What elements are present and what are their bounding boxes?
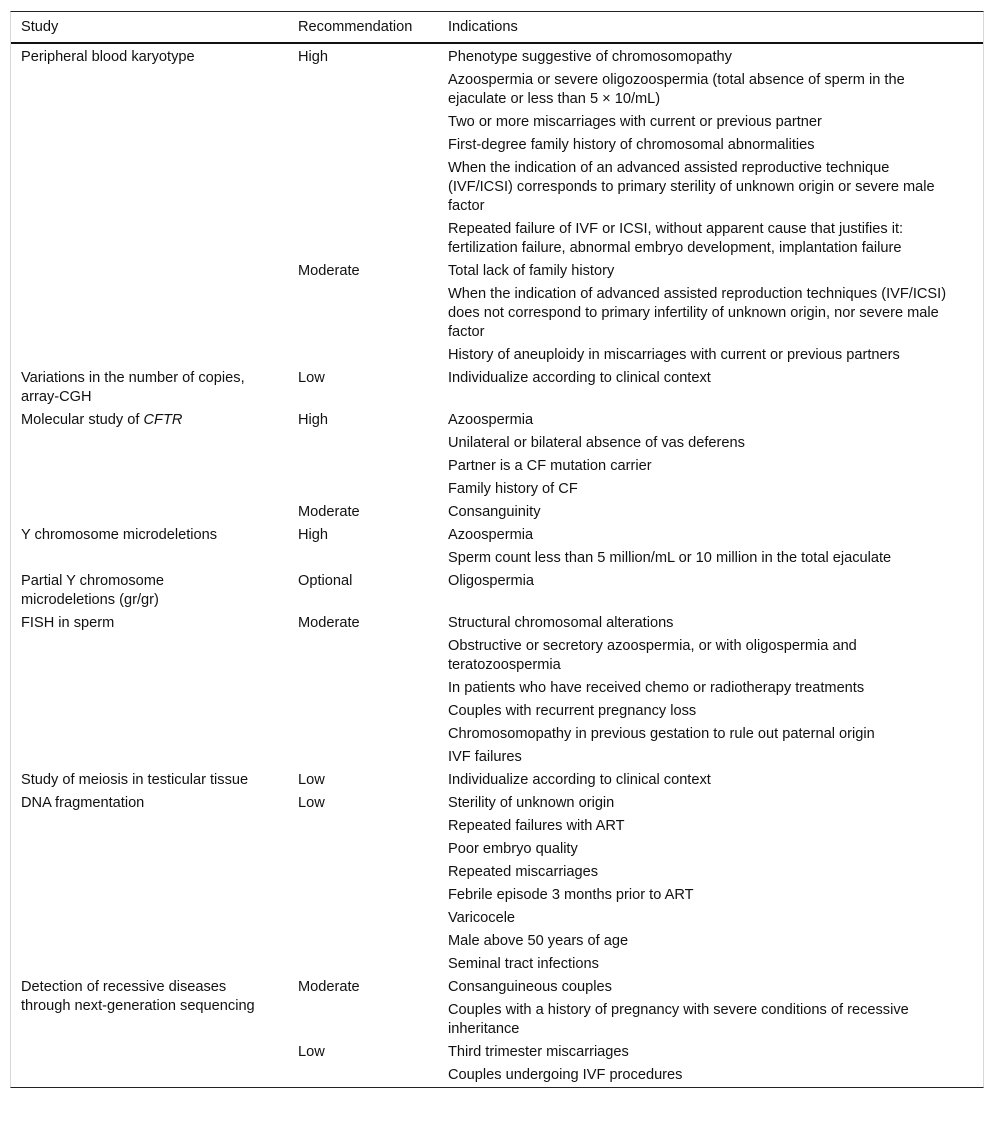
recommendation-cell: Low — [298, 370, 325, 386]
study-cell — [11, 43, 288, 367]
recommendation-cell: Moderate — [298, 504, 360, 520]
indication-cell: Varicocele — [448, 910, 516, 926]
study-cell — [11, 524, 288, 570]
indication-cell: Sperm count less than 5 million/mL or 10 million in the total ejaculate — [448, 550, 892, 566]
indication-cell: Consanguineous couples — [448, 979, 612, 995]
recommendation-cell: Moderate — [298, 615, 360, 631]
indication-cell: Total lack of family history — [448, 263, 615, 279]
header-row — [11, 12, 983, 43]
study-cell — [11, 976, 288, 1087]
table-row — [11, 409, 983, 432]
table-row — [11, 367, 983, 409]
indication-cell: Chromosomopathy in previous gestation to rule out paternal origin — [448, 726, 875, 742]
table-row — [11, 976, 983, 999]
study-name: Variations in the number of copies, array-CGH — [21, 370, 245, 405]
indication-cell: IVF failures — [448, 749, 522, 765]
table-row — [11, 792, 983, 815]
study-name: Study of meiosis in testicular tissue — [21, 772, 249, 788]
table-body — [11, 43, 983, 1087]
indication-cell: Poor embryo quality — [448, 841, 578, 857]
study-cell — [11, 612, 288, 769]
recommendation-cell: High — [298, 412, 329, 428]
indication-cell: Obstructive or secretory azoospermia, or with oligospermia and teratozoospermia — [448, 638, 857, 673]
indication-cell: Partner is a CF mutation carrier — [448, 458, 652, 474]
recommendation-cell: Optional — [298, 573, 353, 589]
indication-cell: Unilateral or bilateral absence of vas deferens — [448, 435, 745, 451]
recommendations-table-container — [10, 11, 984, 1088]
study-cell — [11, 570, 288, 612]
indication-cell: Individualize according to clinical context — [448, 772, 711, 788]
header-indications: Indications — [438, 12, 983, 43]
indication-cell: Two or more miscarriages with current or previous partner — [448, 114, 822, 130]
indication-cell: Azoospermia — [448, 527, 534, 543]
recommendation-cell: High — [298, 49, 329, 65]
indication-cell: Febrile episode 3 months prior to ART — [448, 887, 694, 903]
recommendation-cell: Moderate — [298, 979, 360, 995]
indication-cell: First-degree family history of chromosomal abnormalities — [448, 137, 815, 153]
header-recommendation: Recommendation — [288, 12, 438, 43]
indication-cell: Azoospermia or severe oligozoospermia (total absence of sperm in the ejaculate or less than 5 × 10/mL) — [448, 72, 905, 107]
table-row — [11, 769, 983, 792]
recommendation-cell: Low — [298, 795, 325, 811]
indication-cell: Third trimester miscarriages — [448, 1044, 629, 1060]
indication-cell: History of aneuploidy in miscarriages with current or previous partners — [448, 347, 900, 363]
indication-cell: Repeated failures with ART — [448, 818, 625, 834]
indication-cell: Consanguinity — [448, 504, 541, 520]
study-name: DNA fragmentation — [21, 795, 145, 811]
recommendation-cell: Low — [298, 1044, 325, 1060]
indication-cell: In patients who have received chemo or radiotherapy treatments — [448, 680, 865, 696]
study-cell — [11, 367, 288, 409]
study-cell — [11, 769, 288, 792]
indication-cell: Oligospermia — [448, 573, 534, 589]
indication-cell: Family history of CF — [448, 481, 578, 497]
study-name: Detection of recessive diseases through next-generation sequencing — [21, 979, 255, 1014]
indication-cell: Structural chromosomal alterations — [448, 615, 674, 631]
table-row — [11, 570, 983, 612]
header-study: Study — [11, 12, 288, 43]
recommendation-cell: Moderate — [298, 263, 360, 279]
recommendation-cell: Low — [298, 772, 325, 788]
indication-cell: Couples with recurrent pregnancy loss — [448, 703, 697, 719]
study-gene-name: CFTR — [143, 412, 183, 428]
study-name: Partial Y chromosome microdeletions (gr/gr) — [21, 573, 165, 608]
indication-cell: Azoospermia — [448, 412, 534, 428]
indication-cell: Couples undergoing IVF procedures — [448, 1067, 683, 1083]
indication-cell: Seminal tract infections — [448, 956, 599, 972]
indication-cell: When the indication of an advanced assisted reproductive technique (IVF/ICSI) corresponds to primary sterility of unknown origin or severe male factor — [448, 160, 935, 214]
table-row — [11, 612, 983, 635]
indication-cell: Individualize according to clinical context — [448, 370, 711, 386]
recommendation-cell: High — [298, 527, 329, 543]
indication-cell: When the indication of advanced assisted reproduction techniques (IVF/ICSI) does not correspond to primary infertility of unknown origin, nor severe male factor — [448, 286, 947, 340]
study-name: Molecular study of — [21, 412, 144, 428]
indication-cell: Sterility of unknown origin — [448, 795, 615, 811]
indication-cell: Repeated miscarriages — [448, 864, 599, 880]
study-name: FISH in sperm — [21, 615, 115, 631]
table-row — [11, 524, 983, 547]
study-cell — [11, 409, 288, 524]
indication-cell: Couples with a history of pregnancy with severe conditions of recessive inheritance — [448, 1002, 909, 1037]
study-name: Peripheral blood karyotype — [21, 49, 195, 65]
study-name: Y chromosome microdeletions — [21, 527, 218, 543]
indication-cell: Male above 50 years of age — [448, 933, 629, 949]
study-cell — [11, 792, 288, 976]
table-row — [11, 43, 983, 69]
indication-cell: Repeated failure of IVF or ICSI, without apparent cause that justifies it: fertilization failure, abnormal embryo development, implantation failure — [448, 221, 904, 256]
genetic-studies-table — [11, 12, 983, 1087]
indication-cell: Phenotype suggestive of chromosomopathy — [448, 49, 732, 65]
